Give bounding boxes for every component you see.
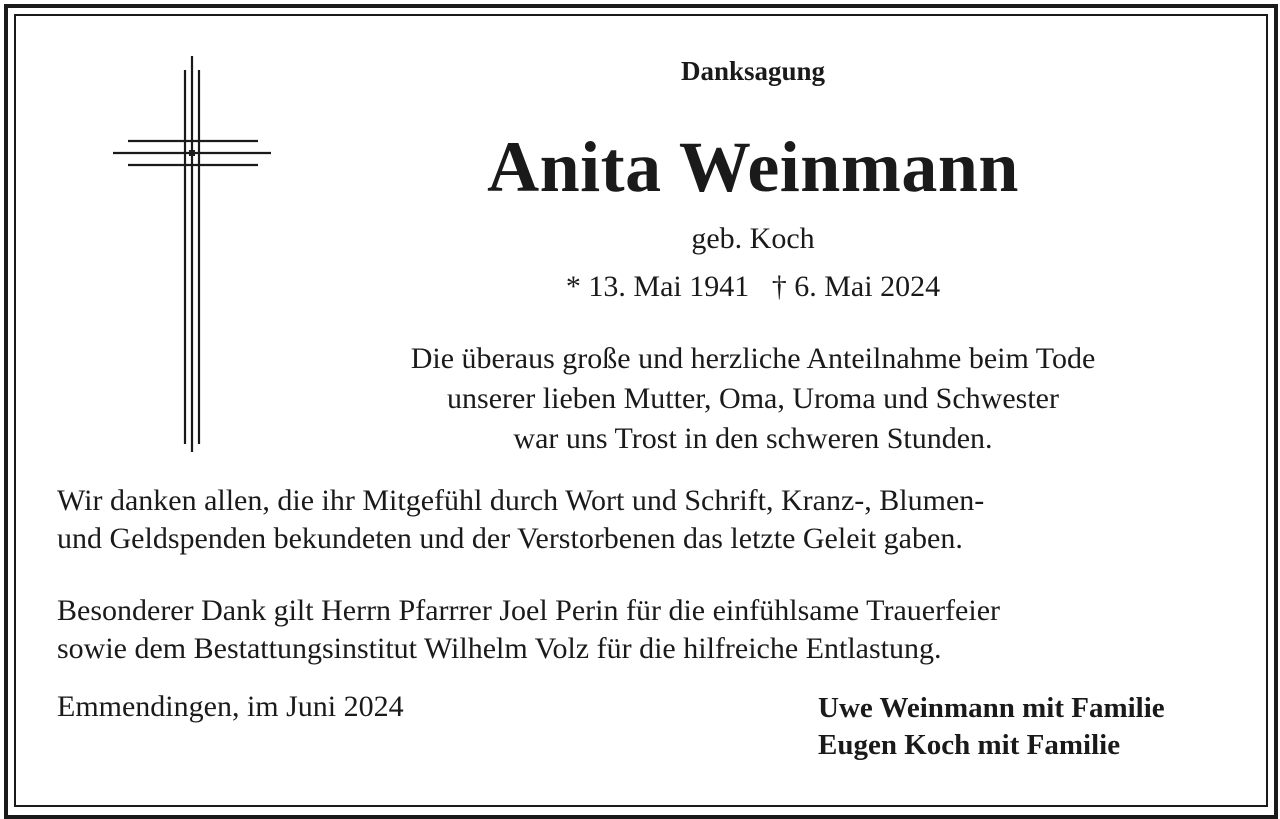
signer-name: Uwe Weinmann mit Familie xyxy=(818,692,1165,724)
intro-line: unserer lieben Mutter, Oma, Uroma und Schwester xyxy=(447,382,1059,415)
special-thanks-paragraph xyxy=(57,592,1237,668)
cross-icon xyxy=(108,52,278,456)
special-thanks-line: sowie dem Bestattungsinstitut Wilhelm Volz für die hilfreiche Entlastung. xyxy=(57,632,942,665)
intro-line: Die überaus große und herzliche Anteilnahme beim Tode xyxy=(410,342,1096,375)
special-thanks-line: Besonderer Dank gilt Herrn Pfarrrer Joel Perin für die einfühlsame Trauerfeier xyxy=(57,594,1001,627)
notice-heading: Danksagung xyxy=(680,56,826,86)
intro-paragraph xyxy=(353,339,1153,459)
thanks-paragraph xyxy=(57,482,1237,558)
maiden-name: geb. Koch xyxy=(691,222,815,255)
signer-name: Eugen Koch mit Familie xyxy=(818,729,1121,761)
signers xyxy=(818,690,1165,764)
place-date: Emmendingen, im Juni 2024 xyxy=(57,690,404,723)
intro-line: war uns Trost in den schweren Stunden. xyxy=(513,422,993,455)
deceased-name: Anita Weinmann xyxy=(487,127,1019,207)
thanks-line: und Geldspenden bekundeten und der Verstorbenen das letzte Geleit gaben. xyxy=(57,522,963,555)
thanks-line: Wir danken allen, die ihr Mitgefühl durch Wort und Schrift, Kranz-, Blumen- xyxy=(57,484,985,517)
life-dates: * 13. Mai 1941 † 6. Mai 2024 xyxy=(565,270,941,303)
